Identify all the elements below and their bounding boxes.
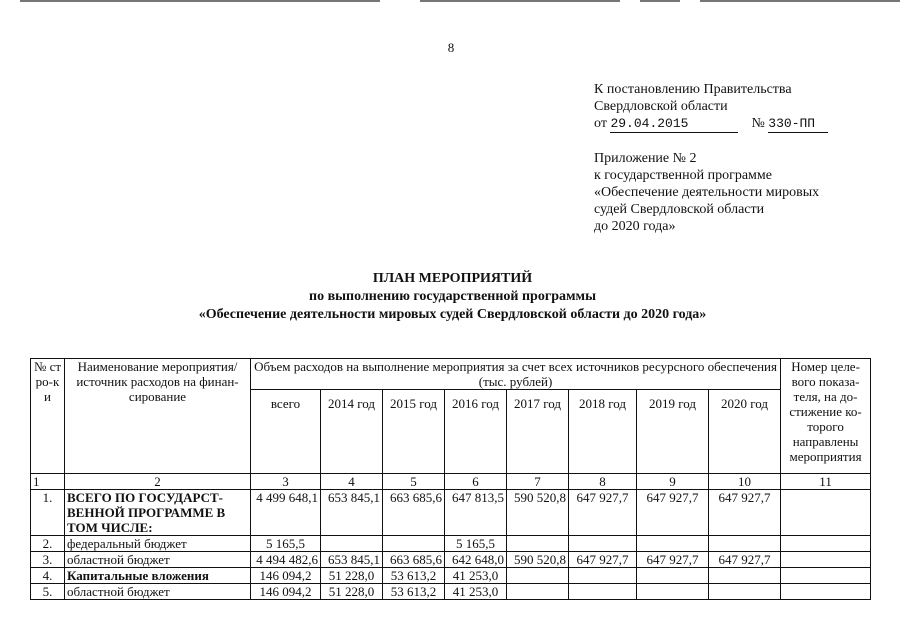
row-target: [781, 536, 871, 552]
header-year-2016: 2016 год: [445, 390, 507, 474]
header-expense-volume: Объем расходов на выполнение мероприятия за счет всех источников ресурсного обеспечения (тыс. рублей): [251, 359, 781, 390]
row-year-2017: [507, 584, 569, 600]
row-year-2014: [321, 536, 383, 552]
appendix-block: [594, 150, 819, 235]
row-number: 1.: [31, 490, 65, 536]
row-year-2016: 642 648,0: [445, 552, 507, 568]
row-year-2016: 41 253,0: [445, 568, 507, 584]
heading-subtitle: по выполнению государственной программы: [309, 289, 596, 304]
row-year-2019: [637, 536, 709, 552]
column-number: 2: [65, 474, 251, 490]
row-number: 5.: [31, 584, 65, 600]
table-row: [31, 584, 871, 600]
header-year-2019: 2019 год: [637, 390, 709, 474]
row-year-2020: [709, 568, 781, 584]
row-year-2019: 647 927,7: [637, 490, 709, 536]
appendix-line-1: Приложение № 2: [594, 151, 697, 166]
resolution-date-line: [594, 115, 828, 133]
table-row: [31, 490, 871, 536]
row-year-2018: [569, 536, 637, 552]
row-activity-name: областной бюджет: [65, 552, 251, 568]
row-year-2018: 647 927,7: [569, 490, 637, 536]
appendix-line-2: к государственной программе: [594, 168, 772, 183]
row-year-2015: 53 613,2: [383, 584, 445, 600]
row-number: 2.: [31, 536, 65, 552]
row-number: 3.: [31, 552, 65, 568]
row-year-2016: 5 165,5: [445, 536, 507, 552]
row-total: 5 165,5: [251, 536, 321, 552]
row-number: 4.: [31, 568, 65, 584]
heading-program-name: «Обеспечение деятельности мировых судей Свердловской области до 2020 года»: [198, 307, 707, 322]
row-year-2015: 663 685,6: [383, 490, 445, 536]
header-year-2018: 2018 год: [569, 390, 637, 474]
header-year-2020: 2020 год: [709, 390, 781, 474]
document-heading: [0, 270, 905, 324]
resolution-date-prefix: от: [594, 116, 607, 131]
header-year-2014: 2014 год: [321, 390, 383, 474]
row-year-2018: [569, 568, 637, 584]
row-activity-name: ВСЕГО ПО ГОСУДАРСТ-ВЕННОЙ ПРОГРАММЕ В ТОМ ЧИСЛЕ:: [65, 490, 251, 536]
row-target: [781, 490, 871, 536]
page-number: 8: [447, 40, 455, 55]
row-year-2017: 590 520,8: [507, 552, 569, 568]
table-row: [31, 552, 871, 568]
row-target: [781, 552, 871, 568]
resolution-line-1: К постановлению Правительства: [594, 82, 792, 97]
column-number-row: [31, 474, 871, 490]
header-year-2017: 2017 год: [507, 390, 569, 474]
row-year-2017: [507, 568, 569, 584]
appendix-line-5: до 2020 года»: [594, 219, 676, 234]
row-year-2019: [637, 584, 709, 600]
row-year-2014: 653 845,1: [321, 552, 383, 568]
header-row-1: [31, 359, 871, 390]
row-year-2015: 53 613,2: [383, 568, 445, 584]
column-number: 5: [383, 474, 445, 490]
row-total: 146 094,2: [251, 568, 321, 584]
row-year-2018: [569, 584, 637, 600]
column-number: 3: [251, 474, 321, 490]
row-activity-name: федеральный бюджет: [65, 536, 251, 552]
column-number: 10: [709, 474, 781, 490]
column-number: 8: [569, 474, 637, 490]
appendix-line-3: «Обеспечение деятельности мировых: [594, 185, 820, 200]
row-year-2020: 647 927,7: [709, 490, 781, 536]
header-total: всего: [251, 390, 321, 474]
row-year-2016: 647 813,5: [445, 490, 507, 536]
resolution-reference: [594, 81, 828, 133]
row-total: 146 094,2: [251, 584, 321, 600]
column-number: 11: [781, 474, 871, 490]
row-year-2019: 647 927,7: [637, 552, 709, 568]
row-activity-name: Капитальные вложения: [65, 568, 251, 584]
heading-title: ПЛАН МЕРОПРИЯТИЙ: [372, 271, 533, 286]
header-target-indicator: Номер целе-вого показа-теля, на до-стижение ко-торого направлены мероприятия: [781, 359, 871, 474]
header-row-number: № стро-ки: [31, 359, 65, 474]
resolution-date: 29.04.2015: [610, 115, 738, 133]
row-year-2017: [507, 536, 569, 552]
resolution-number-prefix: №: [751, 116, 765, 131]
row-activity-name: областной бюджет: [65, 584, 251, 600]
row-year-2014: 51 228,0: [321, 584, 383, 600]
appendix-line-4: судей Свердловской области: [594, 202, 765, 217]
row-total: 4 499 648,1: [251, 490, 321, 536]
row-year-2019: [637, 568, 709, 584]
row-year-2018: 647 927,7: [569, 552, 637, 568]
row-year-2017: 590 520,8: [507, 490, 569, 536]
header-year-2015: 2015 год: [383, 390, 445, 474]
row-year-2020: [709, 536, 781, 552]
row-year-2015: [383, 536, 445, 552]
column-number: 6: [445, 474, 507, 490]
column-number: 9: [637, 474, 709, 490]
row-year-2020: [709, 584, 781, 600]
row-target: [781, 568, 871, 584]
row-year-2016: 41 253,0: [445, 584, 507, 600]
resolution-number: 330-ПП: [768, 115, 828, 133]
table-row: [31, 568, 871, 584]
header-activity-name: Наименование мероприятия/ источник расходов на финан-сирование: [65, 359, 251, 474]
row-year-2015: 663 685,6: [383, 552, 445, 568]
column-number: 4: [321, 474, 383, 490]
row-year-2014: 51 228,0: [321, 568, 383, 584]
table-row: [31, 536, 871, 552]
row-year-2014: 653 845,1: [321, 490, 383, 536]
row-target: [781, 584, 871, 600]
resolution-line-2: Свердловской области: [594, 99, 728, 114]
row-total: 4 494 482,6: [251, 552, 321, 568]
column-number: 1: [31, 474, 65, 490]
plan-table: [30, 358, 871, 600]
row-year-2020: 647 927,7: [709, 552, 781, 568]
column-number: 7: [507, 474, 569, 490]
top-scan-edge: [0, 0, 905, 3]
